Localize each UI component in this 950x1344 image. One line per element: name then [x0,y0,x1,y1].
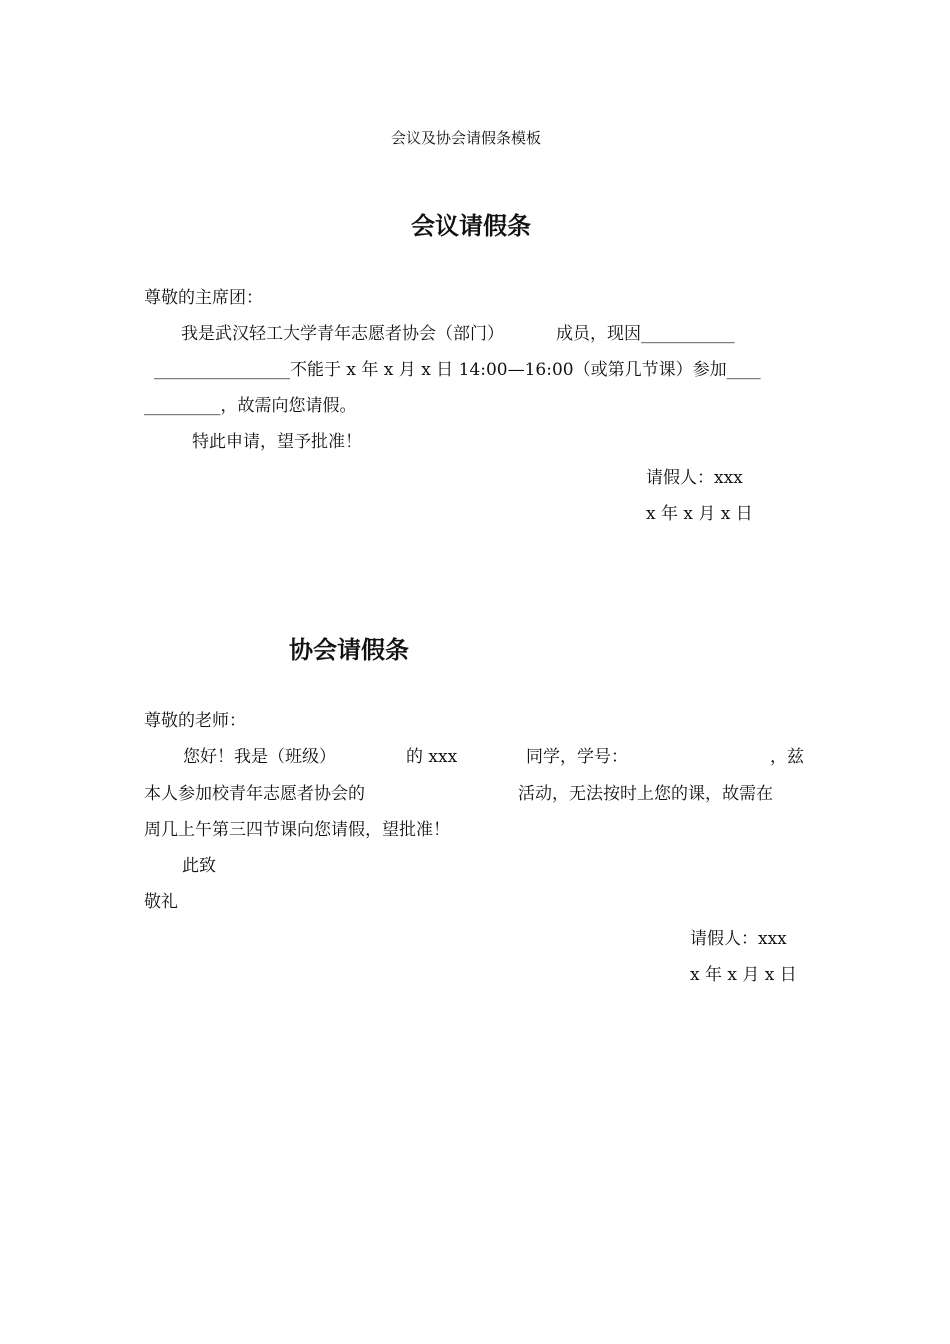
meeting-line2: ________________不能于 x 年 x 月 x 日 14:00—16:00（或第几节课）参加____ [154,360,761,380]
association-salutation: 尊敬的老师： [144,711,246,731]
association-line2-a: 本人参加校青年志愿者协会的 [144,784,365,804]
document-title: 会议及协会请假条模板 [391,129,542,147]
association-line1-d: ，兹 [770,747,804,767]
association-date: x 年 x 月 x 日 [690,965,797,985]
association-line3: 周几上午第三四节课向您请假，望批准！ [144,820,450,840]
association-regards-1: 此致 [182,856,216,876]
meeting-signer: 请假人：xxx [646,468,743,488]
association-regards-2: 敬礼 [144,892,178,912]
association-line2-b: 活动，无法按时上您的课，故需在 [518,784,773,804]
meeting-line1-a: 我是武汉轻工大学青年志愿者协会（部门） [181,324,504,344]
meeting-closing: 特此申请，望予批准！ [192,432,362,452]
meeting-salutation: 尊敬的主席团： [144,288,263,308]
association-line1-a: 您好！我是（班级） [183,747,336,767]
association-line1-b: 的 xxx [406,747,458,767]
meeting-heading: 会议请假条 [411,212,531,240]
association-signer: 请假人：xxx [690,929,787,949]
meeting-line1-b: 成员，现因___________ [556,324,735,344]
association-line1-c: 同学，学号： [526,747,628,767]
meeting-line3: _________，故需向您请假。 [144,396,357,416]
association-heading: 协会请假条 [289,636,409,664]
meeting-date: x 年 x 月 x 日 [646,504,753,524]
